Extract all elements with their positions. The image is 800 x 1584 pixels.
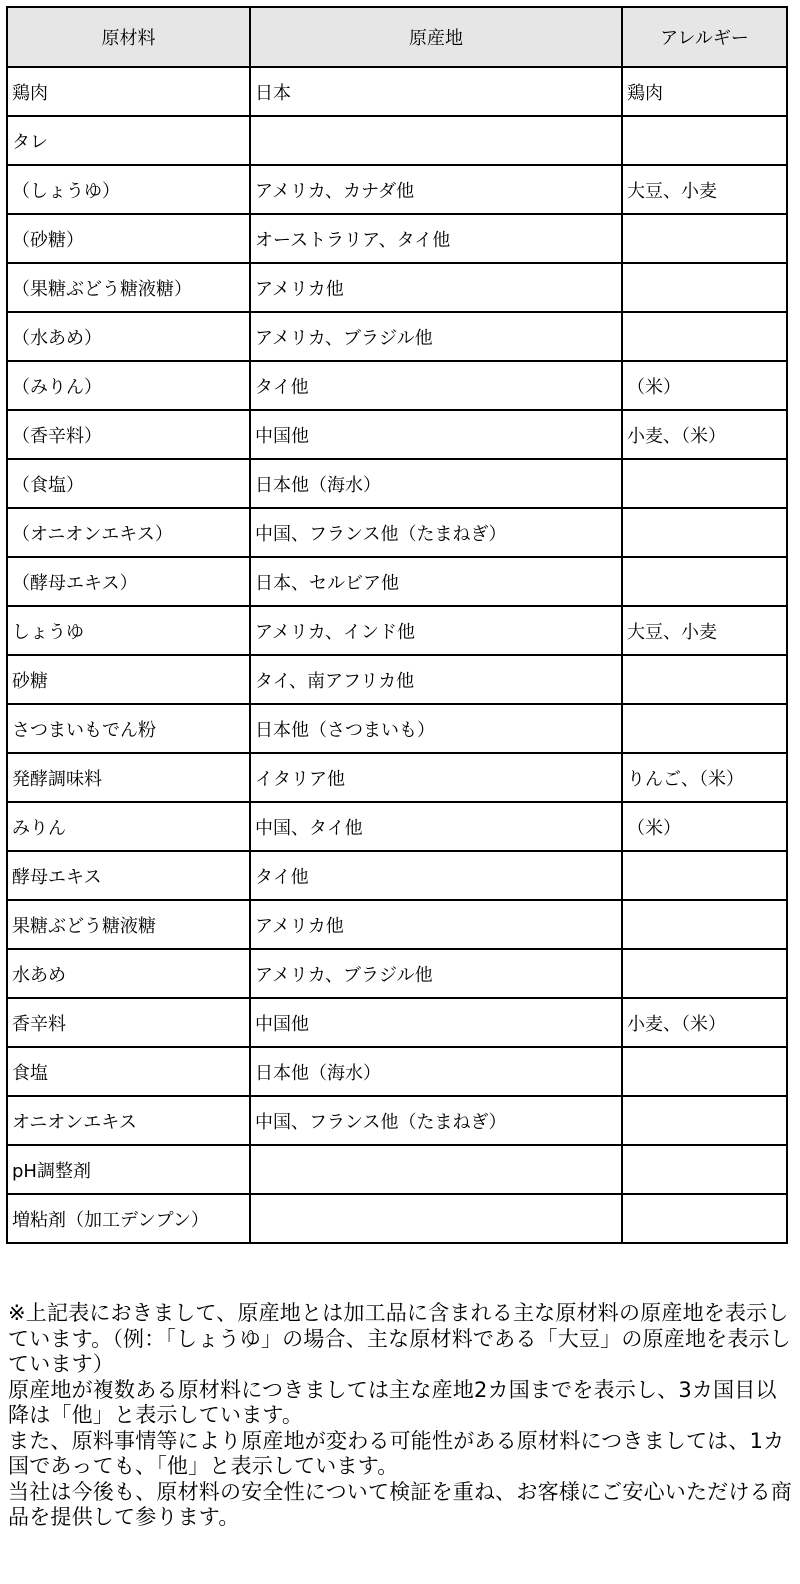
cell-ingredient: 食塩 — [7, 1047, 250, 1096]
cell-allergy — [622, 508, 787, 557]
cell-ingredient: みりん — [7, 802, 250, 851]
cell-origin: 中国他 — [250, 998, 622, 1047]
cell-allergy — [622, 1047, 787, 1096]
header-allergy: アレルギー — [622, 7, 787, 67]
footnotes — [8, 1301, 792, 1531]
header-ingredient: 原材料 — [7, 7, 250, 67]
table-row — [7, 459, 787, 508]
cell-origin: アメリカ、ブラジル他 — [250, 312, 622, 361]
cell-allergy — [622, 459, 787, 508]
cell-origin: 中国、フランス他（たまねぎ） — [250, 508, 622, 557]
cell-ingredient: しょうゆ — [7, 606, 250, 655]
cell-allergy — [622, 655, 787, 704]
table-row — [7, 263, 787, 312]
table-row — [7, 116, 787, 165]
table-row — [7, 753, 787, 802]
footnote: ※上記表におきまして、原産地とは加工品に含まれる主な原材料の原産地を表示しています。（例：「しょうゆ」の場合、主な原材料である「大豆」の原産地を表示しています） — [8, 1301, 791, 1376]
cell-allergy — [622, 704, 787, 753]
table-row — [7, 851, 787, 900]
cell-origin — [250, 1194, 622, 1243]
footnote: 当社は今後も、原材料の安全性について検証を重ね、お客様にご安心いただける商品を提供して参ります。 — [8, 1479, 792, 1529]
cell-allergy — [622, 557, 787, 606]
cell-origin: タイ他 — [250, 851, 622, 900]
cell-ingredient: 発酵調味料 — [7, 753, 250, 802]
cell-allergy — [622, 312, 787, 361]
cell-allergy: （米） — [622, 361, 787, 410]
table-row — [7, 1194, 787, 1243]
table-body — [7, 67, 787, 1243]
cell-ingredient: （果糖ぶどう糖液糖） — [7, 263, 250, 312]
table-row — [7, 655, 787, 704]
cell-allergy: 小麦、（米） — [622, 998, 787, 1047]
table-row — [7, 508, 787, 557]
cell-origin: アメリカ、インド他 — [250, 606, 622, 655]
cell-origin — [250, 116, 622, 165]
table-header-row — [7, 7, 787, 67]
cell-ingredient: pH調整剤 — [7, 1145, 250, 1194]
footnote: 原産地が複数ある原材料につきましては主な産地2カ国までを表示し、3カ国目以降は「他」と表示しています。 — [8, 1377, 777, 1427]
cell-allergy — [622, 1096, 787, 1145]
table-row — [7, 998, 787, 1047]
cell-ingredient: 砂糖 — [7, 655, 250, 704]
table-row — [7, 1096, 787, 1145]
cell-origin: アメリカ他 — [250, 263, 622, 312]
table-row — [7, 410, 787, 459]
ingredient-origin-table — [6, 6, 788, 1244]
cell-ingredient: 酵母エキス — [7, 851, 250, 900]
cell-origin: タイ他 — [250, 361, 622, 410]
cell-ingredient: （みりん） — [7, 361, 250, 410]
cell-origin: 日本、セルビア他 — [250, 557, 622, 606]
table-row — [7, 949, 787, 998]
cell-allergy: 小麦、（米） — [622, 410, 787, 459]
table-row — [7, 557, 787, 606]
cell-allergy — [622, 1194, 787, 1243]
cell-origin: 日本他（海水） — [250, 459, 622, 508]
cell-ingredient: （しょうゆ） — [7, 165, 250, 214]
cell-allergy — [622, 851, 787, 900]
header-origin: 原産地 — [250, 7, 622, 67]
table-row — [7, 900, 787, 949]
table-row — [7, 214, 787, 263]
cell-ingredient: 鶏肉 — [7, 67, 250, 116]
cell-origin: 中国、フランス他（たまねぎ） — [250, 1096, 622, 1145]
cell-allergy — [622, 1145, 787, 1194]
cell-ingredient: （砂糖） — [7, 214, 250, 263]
cell-origin: 日本他（さつまいも） — [250, 704, 622, 753]
cell-origin: 中国他 — [250, 410, 622, 459]
cell-ingredient: さつまいもでん粉 — [7, 704, 250, 753]
cell-ingredient: 水あめ — [7, 949, 250, 998]
table-row — [7, 312, 787, 361]
table-row — [7, 704, 787, 753]
cell-origin: アメリカ、カナダ他 — [250, 165, 622, 214]
table-row — [7, 165, 787, 214]
table-row — [7, 361, 787, 410]
cell-allergy — [622, 116, 787, 165]
cell-ingredient: タレ — [7, 116, 250, 165]
cell-origin: 中国、タイ他 — [250, 802, 622, 851]
cell-allergy — [622, 214, 787, 263]
cell-allergy: （米） — [622, 802, 787, 851]
cell-origin: タイ、南アフリカ他 — [250, 655, 622, 704]
cell-allergy: 大豆、小麦 — [622, 606, 787, 655]
cell-origin: オーストラリア、タイ他 — [250, 214, 622, 263]
table-row — [7, 1047, 787, 1096]
cell-ingredient: （酵母エキス） — [7, 557, 250, 606]
cell-origin: アメリカ他 — [250, 900, 622, 949]
table-row — [7, 606, 787, 655]
cell-ingredient: （食塩） — [7, 459, 250, 508]
cell-origin: 日本 — [250, 67, 622, 116]
cell-origin: イタリア他 — [250, 753, 622, 802]
cell-ingredient: （水あめ） — [7, 312, 250, 361]
cell-ingredient: （オニオンエキス） — [7, 508, 250, 557]
cell-allergy — [622, 949, 787, 998]
cell-allergy: 大豆、小麦 — [622, 165, 787, 214]
cell-ingredient: 果糖ぶどう糖液糖 — [7, 900, 250, 949]
cell-allergy: 鶏肉 — [622, 67, 787, 116]
cell-ingredient: （香辛料） — [7, 410, 250, 459]
cell-origin: アメリカ、ブラジル他 — [250, 949, 622, 998]
cell-allergy — [622, 900, 787, 949]
cell-origin: 日本他（海水） — [250, 1047, 622, 1096]
table-row — [7, 1145, 787, 1194]
cell-origin — [250, 1145, 622, 1194]
cell-ingredient: 増粘剤（加工デンプン） — [7, 1194, 250, 1243]
cell-allergy: りんご、（米） — [622, 753, 787, 802]
table-row — [7, 802, 787, 851]
table-row — [7, 67, 787, 116]
footnote: また、原料事情等により原産地が変わる可能性がある原材料につきましては、1カ国であっても、「他」と表示しています。 — [8, 1428, 785, 1478]
cell-ingredient: 香辛料 — [7, 998, 250, 1047]
cell-ingredient: オニオンエキス — [7, 1096, 250, 1145]
cell-allergy — [622, 263, 787, 312]
